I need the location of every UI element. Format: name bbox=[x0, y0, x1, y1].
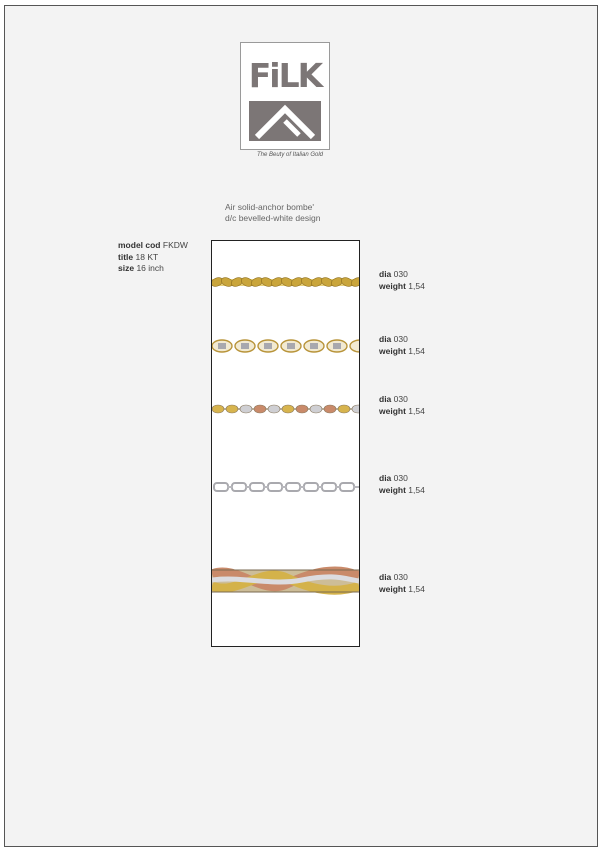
chain-image-3 bbox=[212, 397, 359, 421]
description-line-2: d/c bevelled-white design bbox=[225, 213, 321, 223]
product-description bbox=[225, 202, 355, 224]
brand-tagline: The Beuty of Italian Gold bbox=[256, 152, 324, 158]
item-dia: dia 030 bbox=[379, 269, 408, 279]
chain-samples-frame bbox=[211, 240, 360, 647]
chain-image-2 bbox=[212, 333, 359, 359]
item-dia: dia 030 bbox=[379, 473, 408, 483]
item-info-2 bbox=[379, 333, 425, 357]
item-weight: weight 1,54 bbox=[379, 406, 425, 416]
item-info-5 bbox=[379, 571, 425, 595]
chain-image-1 bbox=[212, 267, 359, 297]
logo-wordmark: FiLK bbox=[248, 56, 322, 95]
item-weight: weight 1,54 bbox=[379, 346, 425, 356]
item-info-1 bbox=[379, 268, 425, 292]
item-weight: weight 1,54 bbox=[379, 281, 425, 291]
chain-image-5 bbox=[212, 556, 359, 606]
spec-size: size 16 inch bbox=[118, 263, 164, 273]
item-info-3 bbox=[379, 393, 425, 417]
brand-logo bbox=[240, 42, 330, 150]
chain-image-4 bbox=[212, 475, 359, 499]
item-weight: weight 1,54 bbox=[379, 485, 425, 495]
item-dia: dia 030 bbox=[379, 572, 408, 582]
spec-title: title 18 KT bbox=[118, 251, 159, 262]
item-weight: weight 1,54 bbox=[379, 584, 425, 594]
logo-mark-icon bbox=[249, 101, 321, 141]
description-line-1: Air solid-anchor bombe' bbox=[225, 202, 315, 212]
product-specs bbox=[118, 240, 188, 275]
spec-model: model cod FKDW bbox=[118, 240, 188, 250]
item-info-4 bbox=[379, 472, 425, 496]
item-dia: dia 030 bbox=[379, 334, 408, 344]
item-dia: dia 030 bbox=[379, 394, 408, 404]
